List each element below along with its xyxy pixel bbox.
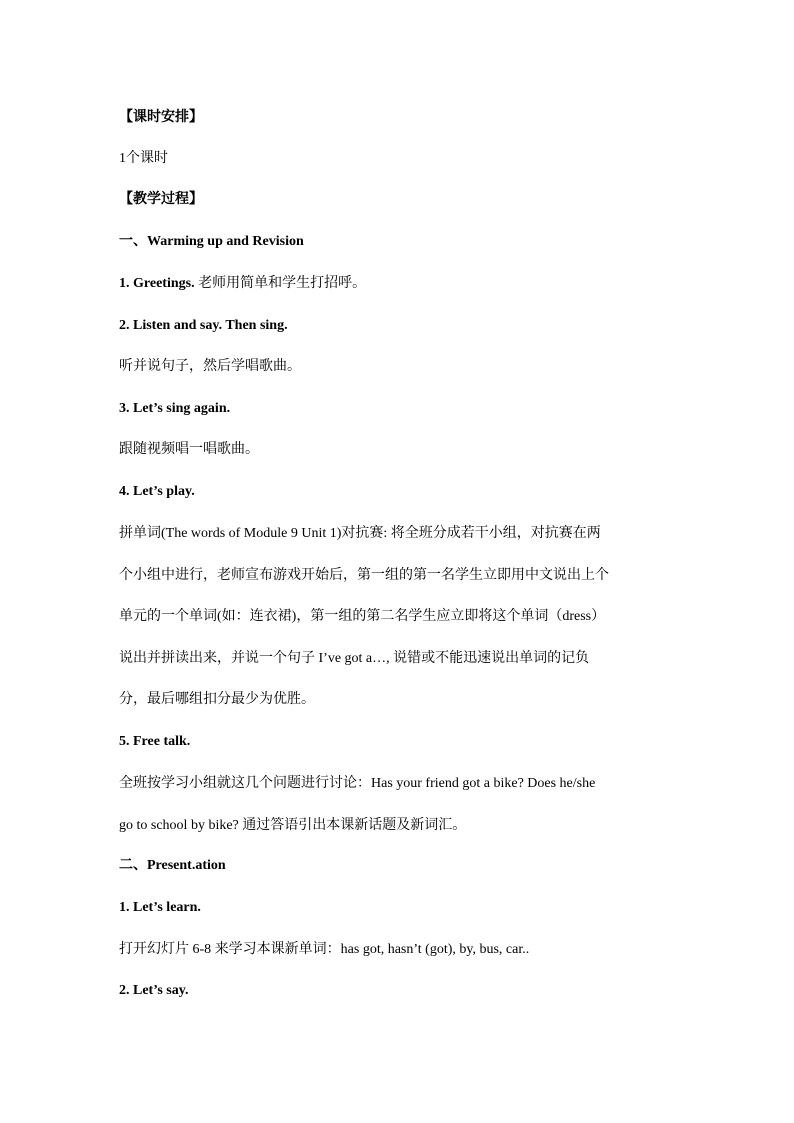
step1-text: 老师用简单和学生打招呼。: [194, 276, 367, 291]
step4-paragraph: [119, 513, 679, 721]
step6-title: 1. Let’s learn.: [119, 900, 201, 915]
step6-text: 打开幻灯片 6-8 来学习本课新单词：has got, hasn’t (got), by, bus, car..: [119, 942, 530, 957]
step1-title: 1. Greetings.: [119, 276, 195, 291]
step1: [119, 274, 366, 294]
section2-heading: 二、Present.ation: [119, 858, 226, 873]
step4-title: 4. Let’s play.: [119, 484, 195, 499]
process-heading: 【教学过程】: [119, 192, 203, 207]
step3-text: 跟随视频唱一唱歌曲。: [119, 442, 259, 457]
schedule-heading: 【课时安排】: [119, 110, 203, 125]
step2-title: 2. Listen and say. Then sing.: [119, 318, 288, 333]
step7-title: 2. Let’s say.: [119, 983, 189, 998]
step4-line: 拼单词(The words of Module 9 Unit 1)对抗赛: 将全班分成若干小组，对抗赛在两: [119, 526, 601, 541]
step5-line: 全班按学习小组就这几个问题进行讨论：Has your friend got a bike? Does he/she: [119, 776, 596, 791]
step5-paragraph: [119, 763, 679, 846]
step5-line: go to school by bike? 通过答语引出本课新话题及新词汇。: [119, 817, 467, 833]
step2-text: 听并说句子，然后学唱歌曲。: [119, 359, 301, 374]
step3-title: 3. Let’s sing again.: [119, 401, 231, 416]
step5-title: 5. Free talk.: [119, 734, 191, 749]
section1-heading: 一、Warming up and Revision: [119, 234, 304, 249]
schedule-text: 1个课时: [119, 151, 168, 166]
step4-line: 说出并拼读出来，并说一个句子 I’ve got a…, 说错或不能迅速说出单词的记负: [119, 650, 590, 666]
step4-line: 单元的一个单词(如：连衣裙)，第一组的第二名学生应立即将这个单词（dress）: [119, 609, 606, 624]
step4-line: 分，最后哪组扣分最少为优胜。: [119, 692, 315, 707]
step4-line: 个小组中进行，老师宣布游戏开始后，第一组的第一名学生立即用中文说出上个: [119, 567, 609, 583]
